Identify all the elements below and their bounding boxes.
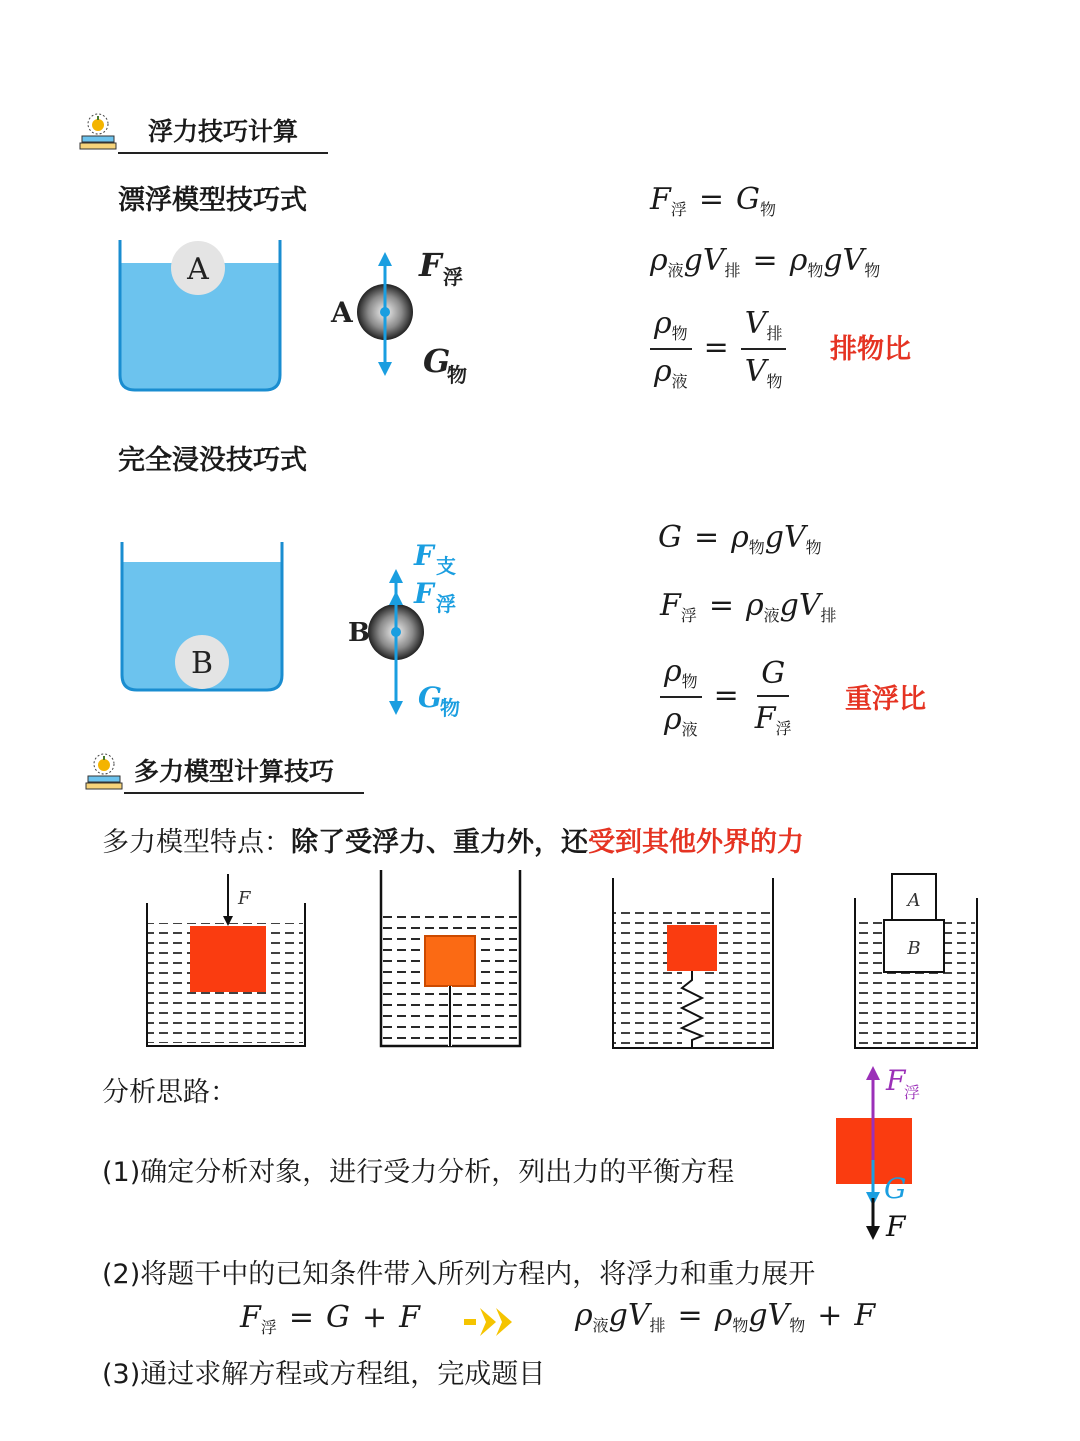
ball-a-fbd-label: A [331,296,353,329]
equation-submerged-3: $\frac{\rho_物}{\rho_液}$ = $\frac{G}{F_浮}$ [660,654,796,740]
figure-tethered-block [381,870,520,1046]
equation-floating-1: $F_浮 = G_物$ [650,182,776,219]
step-2: (2)将题干中的已知条件带入所列方程内，将浮力和重力展开 [102,1259,816,1290]
block-a-label: A [907,890,921,911]
ball-b-fbd-label: B [348,618,370,648]
ratio-label-weight-buoyancy: 重浮比 [845,684,926,715]
section-title: 多力模型计算技巧 [124,752,364,794]
support-force-label: F [414,539,434,572]
buoyancy-force-sub: 浮 [443,265,463,289]
gravity-label: G [423,342,451,380]
double-arrow-right-icon [462,1304,524,1340]
arrow-up-icon [389,569,403,583]
arrow-up-icon [378,252,392,266]
equation-submerged-2: $F_浮 = \rho_液gV_排$ [660,588,837,625]
gravity-sub: 物 [447,363,467,387]
section-header-multiforce [84,752,364,794]
feature-line: 多力模型特点：除了受浮力、重力外，还受到其他外界的力 [102,827,804,858]
buoyancy-force-label: F [419,246,442,284]
book-stack-apple-icon [84,752,124,794]
figure-stacked-blocks [855,874,977,1048]
force-diagram-floating [325,240,495,400]
figure-press-down [147,874,305,1046]
equation-submerged-1: $G = \rho_物gV_物$ [658,520,822,557]
force-diagram-submerged [340,535,490,725]
step-3: (3)通过求解方程或方程组，完成题目 [102,1359,546,1390]
beaker-submerged-diagram [112,540,292,700]
free-body-diagram [826,1060,946,1248]
multiforce-figures [130,868,1000,1058]
fbd-buoyancy-label: F [886,1064,906,1097]
fbd-external-label: F [886,1210,906,1243]
arrow-up-icon [389,591,403,605]
ball-b-label: B [190,646,214,681]
book-stack-apple-icon [78,112,118,154]
arrow-down-icon [866,1226,880,1240]
center-dot [380,307,390,317]
section-header-buoyancy [78,112,328,154]
fbd-gravity-label: G [884,1172,907,1205]
figure-spring-block [613,878,773,1048]
arrow-up-icon [866,1066,880,1080]
beaker-floating-diagram [110,235,290,400]
buoyancy-force-label: F [414,577,434,610]
equation-balance-right: $\rho_液gV_排 = \rho_物gV_物 + F$ [575,1298,876,1335]
fbd-buoyancy-sub: 浮 [904,1083,921,1102]
center-dot [391,627,401,637]
ratio-label-displacement: 排物比 [830,334,911,365]
block-b-label: B [907,938,921,959]
section-title: 浮力技巧计算 [118,112,328,154]
floating-model-title: 漂浮模型技巧式 [118,185,307,216]
gravity-label: G [418,681,442,714]
equation-balance-left: $F_浮 = G + F$ [240,1300,420,1337]
equation-floating-3: $\frac{\rho_物}{\rho_液}$ = $\frac{V_排}{V_物}$ [650,306,786,392]
submerged-model-title: 完全浸没技巧式 [118,445,307,476]
equation-floating-2: $\rho_液gV_排 = \rho_物gV_物$ [650,243,881,280]
support-force-sub: 支 [436,554,456,578]
step-1: (1)确定分析对象，进行受力分析，列出力的平衡方程 [102,1157,735,1188]
analysis-title: 分析思路： [102,1077,237,1108]
gravity-sub: 物 [440,696,460,720]
arrow-down-icon [389,701,403,715]
force-f-label: F [238,888,251,909]
ball-a-label: A [187,252,209,287]
arrow-down-icon [378,362,392,376]
buoyancy-force-sub: 浮 [436,592,456,616]
